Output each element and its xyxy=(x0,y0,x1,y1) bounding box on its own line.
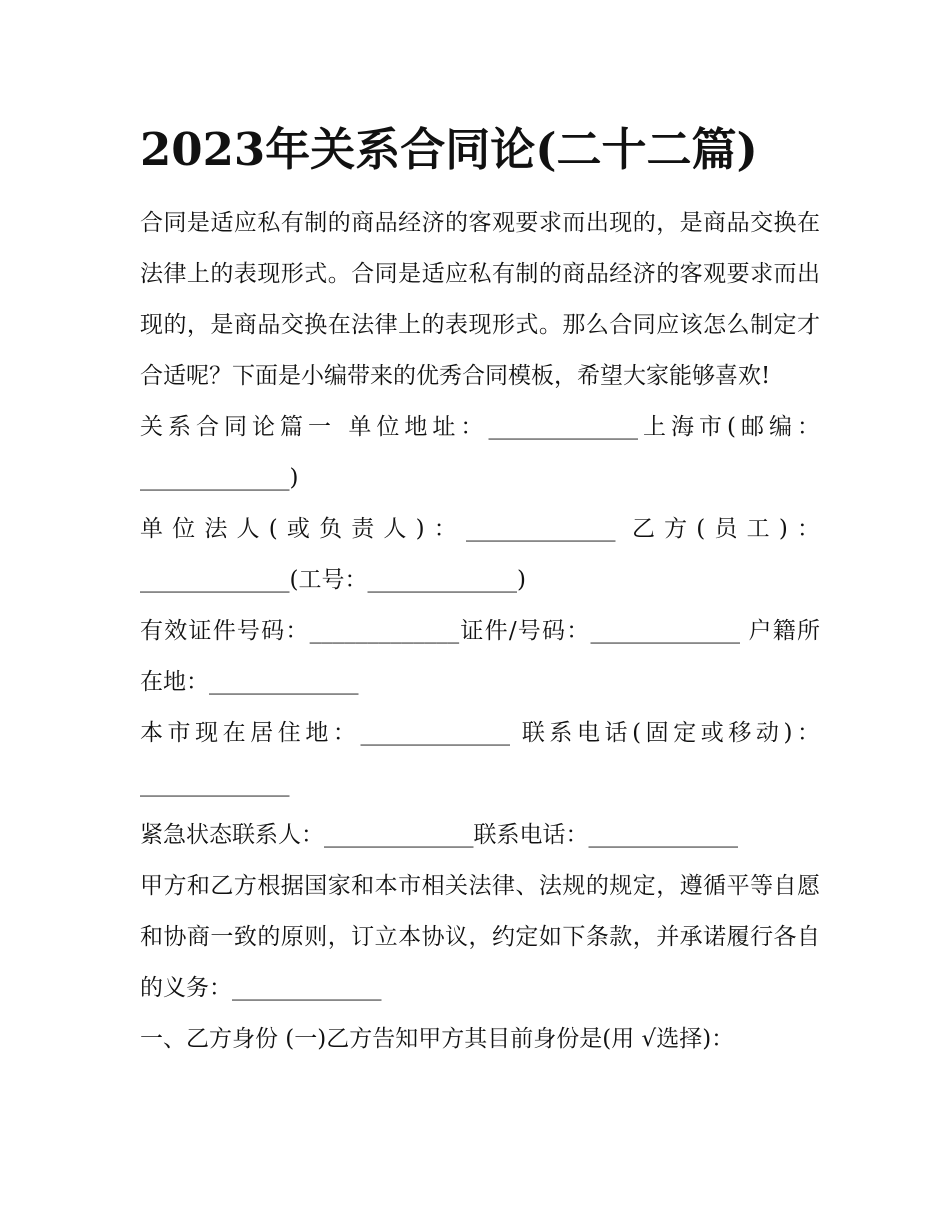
document-title: 2023年关系合同论(二十二篇) xyxy=(140,123,758,176)
id-number-line: 有效证件号码：_____________证件/号码：_____________ 户籍所在地：_____________ xyxy=(140,618,820,695)
unit-address-line: 关系合同论篇一 单位地址：_____________上海市(邮编：_____________) xyxy=(140,414,820,491)
residence-line: 本市现在居住地：_____________ 联系电话(固定或移动)：_____________ xyxy=(140,720,820,797)
agreement-principle-paragraph: 甲方和乙方根据国家和本市相关法律、法规的规定，遵循平等自愿和协商一致的原则，订立本协议，约定如下条款，并承诺履行各自的义务：_____________ xyxy=(140,873,820,1001)
intro-paragraph: 合同是适应私有制的商品经济的客观要求而出现的，是商品交换在法律上的表现形式。合同是适应私有制的商品经济的客观要求而出现的，是商品交换在法律上的表现形式。那么合同应该怎么制定才合适呢？下面是小编带来的优秀合同模板，希望大家能够喜欢! xyxy=(140,210,820,389)
document-page xyxy=(140,110,820,1065)
emergency-contact-line: 紧急状态联系人：_____________联系电话：_____________ xyxy=(140,822,738,848)
section-one-heading: 一、乙方身份 (一)乙方告知甲方其目前身份是(用 √选择)： xyxy=(140,1026,735,1052)
unit-legal-person-line: 单位法人(或负责人)：_____________ 乙方(员工)：_____________(工号：_____________) xyxy=(140,516,820,593)
